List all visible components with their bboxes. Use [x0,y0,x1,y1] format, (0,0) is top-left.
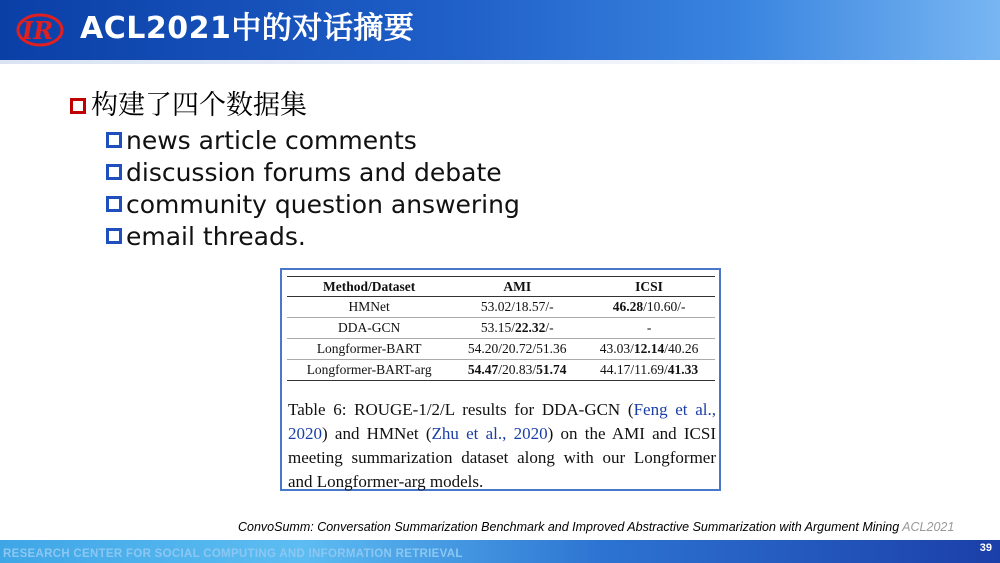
blue-square-bullet-icon [106,196,122,212]
dataset-list [106,124,520,252]
method-cell: DDA-GCN [338,320,401,335]
list-item-text: discussion forums and debate [126,157,502,187]
table-row [287,360,715,381]
list-item-text: email threads. [126,221,306,251]
list-item [106,124,520,156]
list-item-text: community question answering [126,189,520,219]
header-bar [0,0,1000,60]
column-header: ICSI [635,278,663,294]
ami-cell: 53.15/22.32/- [480,320,554,335]
header-divider [0,60,1000,64]
table-row [287,297,715,318]
paper-reference: ConvoSumm: Conversation Summarization Benchmark and Improved Abstractive Summarization with Argument Mining ACL2021 [238,520,955,534]
ami-cell: 54.20/20.72/51.36 [467,341,567,356]
page-number: 39 [979,542,992,554]
method-cell: Longformer-BART-arg [306,362,432,377]
hit-logo-icon [14,12,66,48]
table-caption: Table 6: ROUGE-1/2/L results for DDA-GCN (Feng et al., 2020) and HMNet (Zhu et al., 2020) on the AMI and ICSI meeting summarization dataset along with our Longformer and Longformer-arg models. [288,400,717,491]
svg-text:IR: IR [22,16,54,45]
icsi-cell: - [646,320,652,335]
method-cell: Longformer-BART [316,341,422,356]
list-item [106,156,520,188]
method-cell: HMNet [348,299,390,314]
list-item [106,188,520,220]
column-header: AMI [503,278,532,294]
red-square-bullet-icon [70,98,86,114]
icsi-cell: 43.03/12.14/40.26 [599,341,699,356]
blue-square-bullet-icon [106,164,122,180]
table-row [287,339,715,360]
list-item-text: news article comments [126,125,417,155]
ami-cell: 53.02/18.57/- [480,299,554,314]
blue-square-bullet-icon [106,132,122,148]
results-table [287,276,715,381]
icsi-cell: 46.28/10.60/- [612,299,686,314]
main-bullet-text: 构建了四个数据集 [91,90,307,121]
footer-org-name: RESEARCH CENTER FOR SOCIAL COMPUTING AND INFORMATION RETRIEVAL [3,548,463,560]
slide-title: ACL2021中的对话摘要 [80,11,415,46]
icsi-cell: 44.17/11.69/41.33 [599,362,699,377]
citation-link[interactable]: Feng et al., 2020 [288,400,716,443]
column-header: Method/Dataset [323,278,416,294]
venue-label: ACL2021 [902,520,955,534]
main-bullet [70,88,307,124]
table-row [287,318,715,339]
ami-cell: 54.47/20.83/51.74 [467,362,567,377]
results-figure [280,268,721,491]
list-item [106,220,520,252]
table-header-row [287,277,715,297]
blue-square-bullet-icon [106,228,122,244]
citation-link[interactable]: Zhu et al., 2020 [431,424,548,443]
